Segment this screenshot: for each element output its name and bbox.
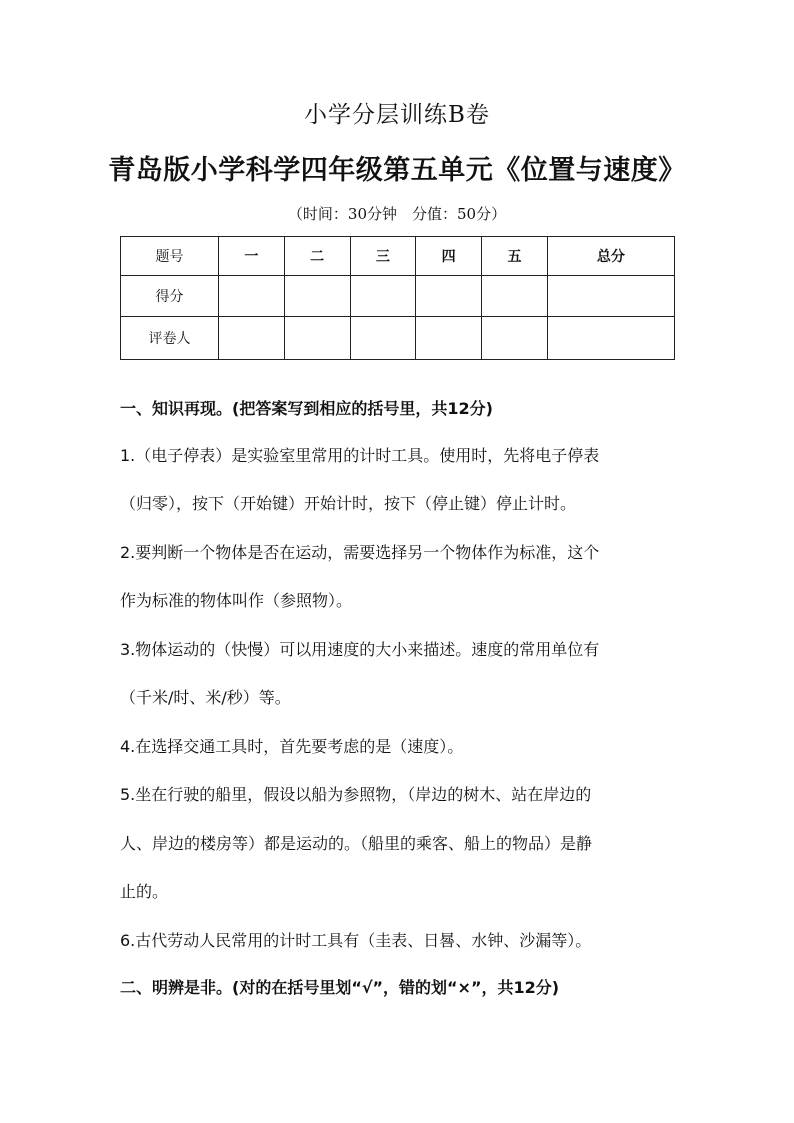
score-cell[interactable] [284,317,350,360]
question-line: 6.古代劳动人民常用的计时工具有（圭表、日晷、水钟、沙漏等）。 [120,931,592,950]
question-line: 作为标准的物体叫作（参照物）。 [120,591,353,610]
question-line: 4.在选择交通工具时，首先要考虑的是（速度）。 [120,737,464,756]
score-cell[interactable] [482,276,548,317]
score-cell[interactable] [219,317,285,360]
score-row-label: 得分 [121,276,219,317]
score-header-cell: 三 [350,237,416,276]
score-row [121,276,675,317]
score-cell[interactable] [284,276,350,317]
score-cell[interactable] [416,276,482,317]
question-line: 3.物体运动的（快慢）可以用速度的大小来描述。速度的常用单位有 [120,640,600,659]
score-header-cell: 二 [284,237,350,276]
score-table-header-row [121,237,675,276]
score-cell[interactable] [350,317,416,360]
score-row [121,317,675,360]
question-line: （归零），按下（开始键）开始计时，按下（停止键）停止计时。 [120,494,577,513]
score-cell[interactable] [482,317,548,360]
score-cell[interactable] [219,276,285,317]
score-header-cell: 总分 [547,237,674,276]
score-row-label: 评卷人 [121,317,219,360]
score-table [120,236,675,360]
section-heading: 二、明辨是非。(对的在括号里划“√”，错的划“×”，共12分) [120,978,560,997]
score-cell[interactable] [416,317,482,360]
question-line: 5.坐在行驶的船里，假设以船为参照物，（岸边的树木、站在岸边的 [120,785,592,804]
question-line: （千米/时、米/秒）等。 [120,688,291,707]
score-cell[interactable] [547,317,674,360]
exam-time-info: （时间：30分钟 分值：50分） [287,205,507,223]
question-line: 2.要判断一个物体是否在运动，需要选择另一个物体作为标准，这个 [120,543,600,562]
question-line: 人、岸边的楼房等）都是运动的。（船里的乘客、船上的物品）是静 [120,834,593,853]
score-header-cell: 五 [482,237,548,276]
score-header-cell: 一 [219,237,285,276]
exam-title: 小学分层训练B卷 [304,102,490,128]
question-line: 止的。 [120,882,169,901]
section-heading: 一、知识再现。(把答案写到相应的括号里，共12分) [120,399,493,418]
question-line: 1.（电子停表）是实验室里常用的计时工具。使用时，先将电子停表 [120,446,600,465]
exam-subtitle: 青岛版小学科学四年级第五单元《位置与速度》 [108,155,686,186]
score-cell[interactable] [350,276,416,317]
score-header-cell: 四 [416,237,482,276]
score-header-cell: 题号 [121,237,219,276]
score-cell[interactable] [547,276,674,317]
